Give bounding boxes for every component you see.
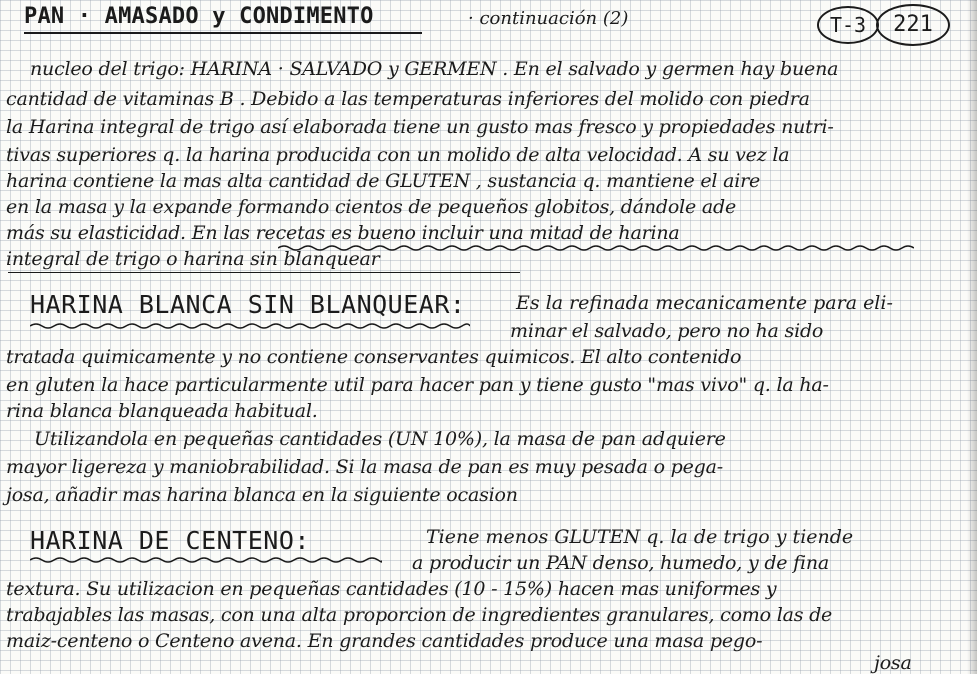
- section-centeno-line: josa: [874, 652, 912, 674]
- section-centeno-line: textura. Su utilizacion en pequeñas cantidades (10 - 15%) hacen mas uniformes y: [6, 578, 777, 600]
- page-edge-shadow: [967, 0, 977, 674]
- intro-line: nucleo del trigo: HARINA · SALVADO y GERMEN . En el salvado y germen hay buena: [30, 58, 839, 80]
- wavy-underline: [278, 244, 914, 252]
- section-blanca-first-line: Es la refinada mecanicamente para eli-: [516, 292, 893, 314]
- page-title: PAN · AMASADO y CONDIMENTO: [24, 4, 374, 29]
- intro-line: en la masa y la expande formando cientos de pequeños globitos, dándole ade: [6, 196, 737, 218]
- page-code-badge: T-3: [817, 6, 879, 44]
- section-heading-blanca: HARINA BLANCA SIN BLANQUEAR:: [30, 290, 466, 319]
- intro-line: la Harina integral de trigo así elaborada tiene un gusto mas fresco y propiedades nutri-: [6, 116, 834, 138]
- intro-line: cantidad de vitaminas B . Debido a las temperaturas inferiores del molido con piedra: [6, 88, 810, 110]
- section-centeno-line: a producir un PAN denso, humedo, y de fina: [412, 552, 830, 574]
- section-centeno-first-line: Tiene menos GLUTEN q. la de trigo y tiende: [426, 526, 854, 548]
- intro-line: harina contiene la mas alta cantidad de GLUTEN , sustancia q. mantiene el aire: [6, 170, 761, 192]
- section-blanca-line: tratada quimicamente y no contiene conservantes quimicos. El alto contenido: [6, 346, 742, 368]
- section-blanca-line: minar el salvado, pero no ha sido: [510, 320, 824, 342]
- intro-line: integral de trigo o harina sin blanquear: [6, 248, 380, 270]
- title-underline: [24, 32, 422, 34]
- plain-underline: [8, 272, 520, 273]
- intro-line: tivas superiores q. la harina producida con un molido de alta velocidad. A su vez la: [6, 144, 790, 166]
- section-blanca-line: mayor ligereza y maniobrabilidad. Si la masa de pan es muy pesada o pega-: [6, 456, 723, 478]
- wavy-underline: [30, 556, 382, 564]
- section-blanca-line: rina blanca blanqueada habitual.: [6, 400, 318, 422]
- intro-line: más su elasticidad. En las recetas es bueno incluir una mitad de harina: [6, 222, 680, 244]
- section-blanca-line: en gluten la hace particularmente util para hacer pan y tiene gusto "mas vivo" q. la ha-: [6, 374, 829, 396]
- page-number-badge: 221: [876, 4, 950, 46]
- section-blanca-line: josa, añadir mas harina blanca en la siguiente ocasion: [6, 484, 518, 506]
- section-centeno-line: maiz-centeno o Centeno avena. En grandes cantidades produce una masa pego-: [6, 630, 763, 652]
- page-subtitle: · continuación (2): [468, 8, 629, 29]
- section-heading-centeno: HARINA DE CENTENO:: [30, 526, 310, 555]
- wavy-underline: [30, 322, 470, 330]
- section-centeno-line: trabajables las masas, con una alta proporcion de ingredientes granulares, como las de: [6, 604, 833, 626]
- section-blanca-line: Utilizandola en pequeñas cantidades (UN 10%), la masa de pan adquiere: [34, 428, 726, 450]
